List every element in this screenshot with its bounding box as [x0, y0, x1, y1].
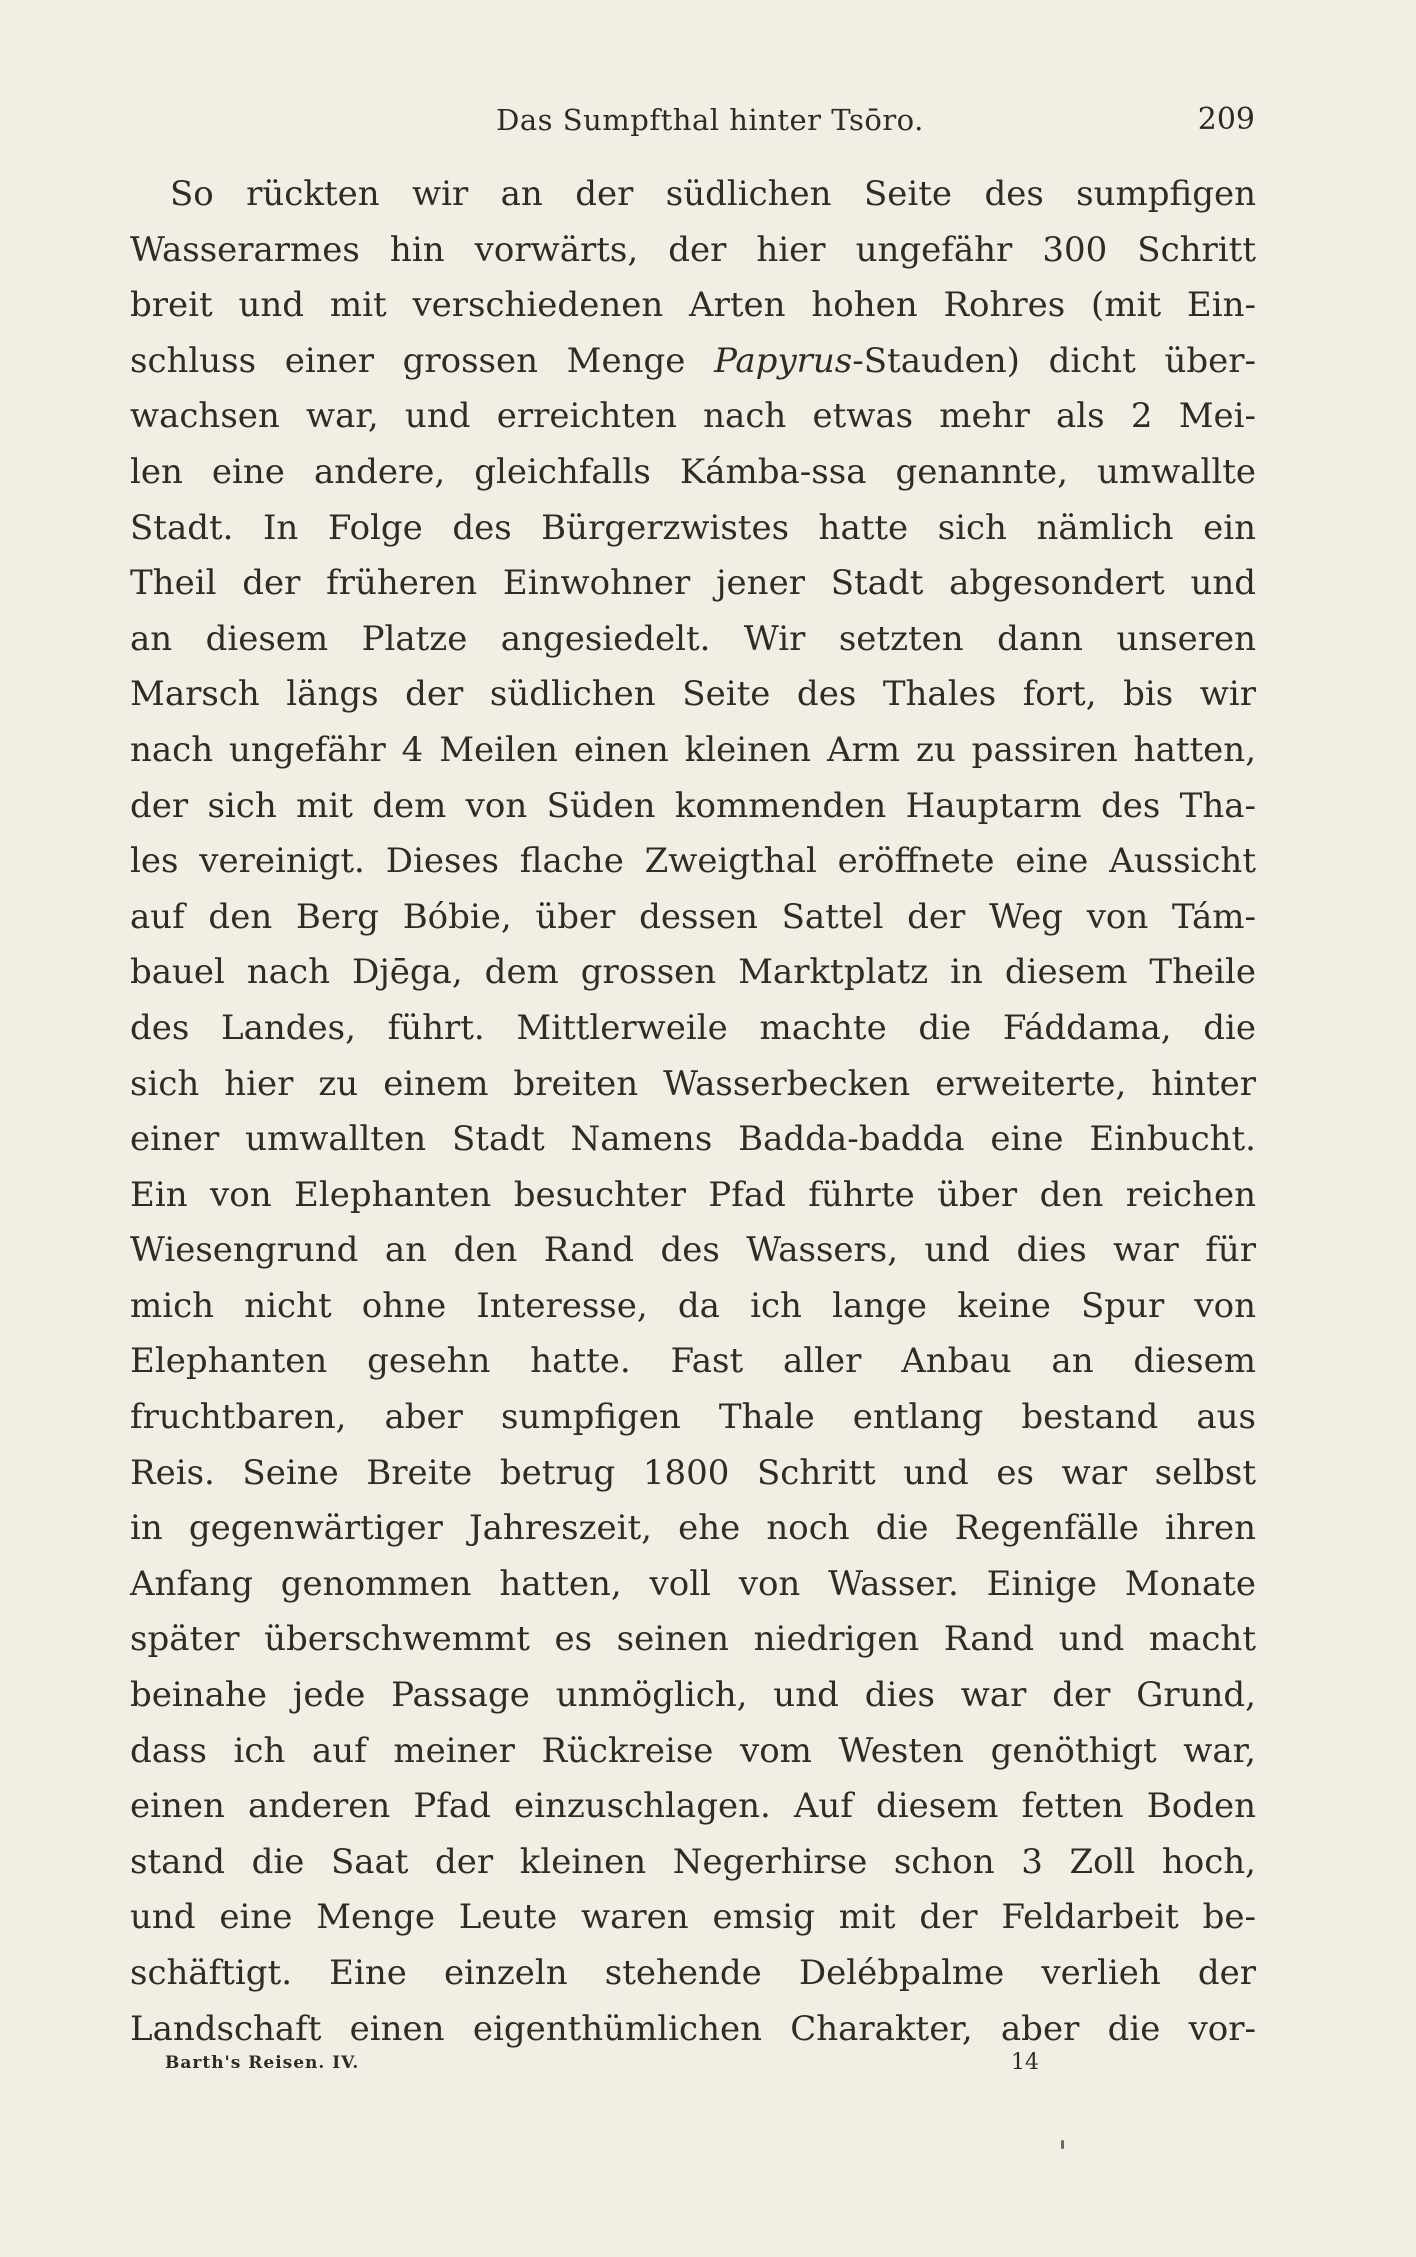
running-title: Das Sumpfthal hinter Tsōro. — [496, 103, 924, 137]
ink-speck — [1061, 2140, 1064, 2149]
text-line: Wiesengrund an den Rand des Wassers, und dies war für — [130, 1230, 1256, 1271]
text-line: der sich mit dem von Süden kommenden Hauptarm des Tha- — [130, 785, 1256, 826]
text-line: beinahe jede Passage unmöglich, und dies war der Grund, — [130, 1675, 1256, 1716]
text-line: des Landes, führt. Mittlerweile machte die Fáddama, die — [130, 1007, 1256, 1048]
text-line: in gegenwärtiger Jahreszeit, ehe noch die Regenfälle ihren — [130, 1508, 1256, 1549]
text-line: Marsch längs der südlichen Seite des Thales fort, bis wir — [130, 674, 1256, 715]
text-line: fruchtbaren, aber sumpfigen Thale entlang bestand aus — [130, 1397, 1256, 1438]
text-line: wachsen war, und erreichten nach etwas mehr als 2 Mei- — [130, 396, 1256, 437]
page-number: 209 — [1197, 102, 1255, 137]
running-head — [165, 100, 1255, 140]
text-line: breit und mit verschiedenen Arten hohen Rohres (mit Ein- — [130, 285, 1256, 326]
text-line: So rückten wir an der südlichen Seite des sumpfigen — [170, 174, 1256, 214]
text-line: Elephanten gesehn hatte. Fast aller Anbau an diesem — [130, 1341, 1256, 1382]
text-line: Stadt. In Folge des Bürgerzwistes hatte sich nämlich ein — [130, 507, 1256, 548]
text-line: später überschwemmt es seinen niedrigen Rand und macht — [130, 1619, 1256, 1660]
text-line: len eine andere, gleichfalls Kámba-ssa genannte, umwallte — [130, 451, 1256, 492]
text-line: stand die Saat der kleinen Negerhirse schon 3 Zoll hoch, — [130, 1841, 1256, 1882]
footer — [165, 2048, 1265, 2078]
text-line: sich hier zu einem breiten Wasserbecken erweiterte, hinter — [130, 1063, 1256, 1104]
text-line: einer umwallten Stadt Namens Badda-badda eine Einbucht. — [130, 1119, 1256, 1160]
body-text — [130, 167, 1256, 2057]
text-line: einen anderen Pfad einzuschlagen. Auf diesem fetten Boden — [130, 1786, 1256, 1827]
text-line: Wasserarmes hin vorwärts, der hier ungefähr 300 Schritt — [130, 229, 1256, 270]
text-line: an diesem Platze angesiedelt. Wir setzten dann unseren — [130, 618, 1256, 659]
text-line: bauel nach Djēga, dem grossen Marktplatz in diesem Theile — [130, 952, 1256, 993]
text-line: Reis. Seine Breite betrug 1800 Schritt und es war selbst — [130, 1452, 1256, 1493]
text-line: schäftigt. Eine einzeln stehende Delébpalme verlieh der — [130, 1953, 1256, 1993]
text-line: Anfang genommen hatten, voll von Wasser. Einige Monate — [130, 1563, 1256, 1604]
text-line: dass ich auf meiner Rückreise vom Westen genöthigt war, — [130, 1730, 1256, 1771]
text-line: les vereinigt. Dieses flache Zweigthal eröffnete eine Aussicht — [130, 841, 1256, 882]
text-line: Landschaft einen eigenthümlichen Charakter, aber die vor- — [130, 2008, 1256, 2049]
printer-signature: Barth's Reisen. IV. — [165, 2053, 360, 2073]
text-line: auf den Berg Bóbie, über dessen Sattel der Weg von Tám- — [130, 896, 1256, 937]
text-line: Theil der früheren Einwohner jener Stadt abgesondert und — [130, 563, 1256, 604]
text-line: nach ungefähr 4 Meilen einen kleinen Arm zu passiren hatten, — [130, 729, 1256, 770]
text-line — [130, 334, 1256, 390]
text-line: Ein von Elephanten besuchter Pfad führte über den reichen — [130, 1174, 1256, 1215]
text-fragment: -Stauden) dicht über- — [852, 340, 1256, 381]
text-fragment: schluss einer grossen Menge — [130, 340, 715, 381]
sheet-number: 14 — [1011, 2050, 1039, 2075]
text-line: mich nicht ohne Interesse, da ich lange keine Spur von — [130, 1285, 1256, 1326]
italic-term: Papyrus — [714, 340, 853, 381]
text-line: und eine Menge Leute waren emsig mit der Feldarbeit be- — [130, 1897, 1256, 1938]
